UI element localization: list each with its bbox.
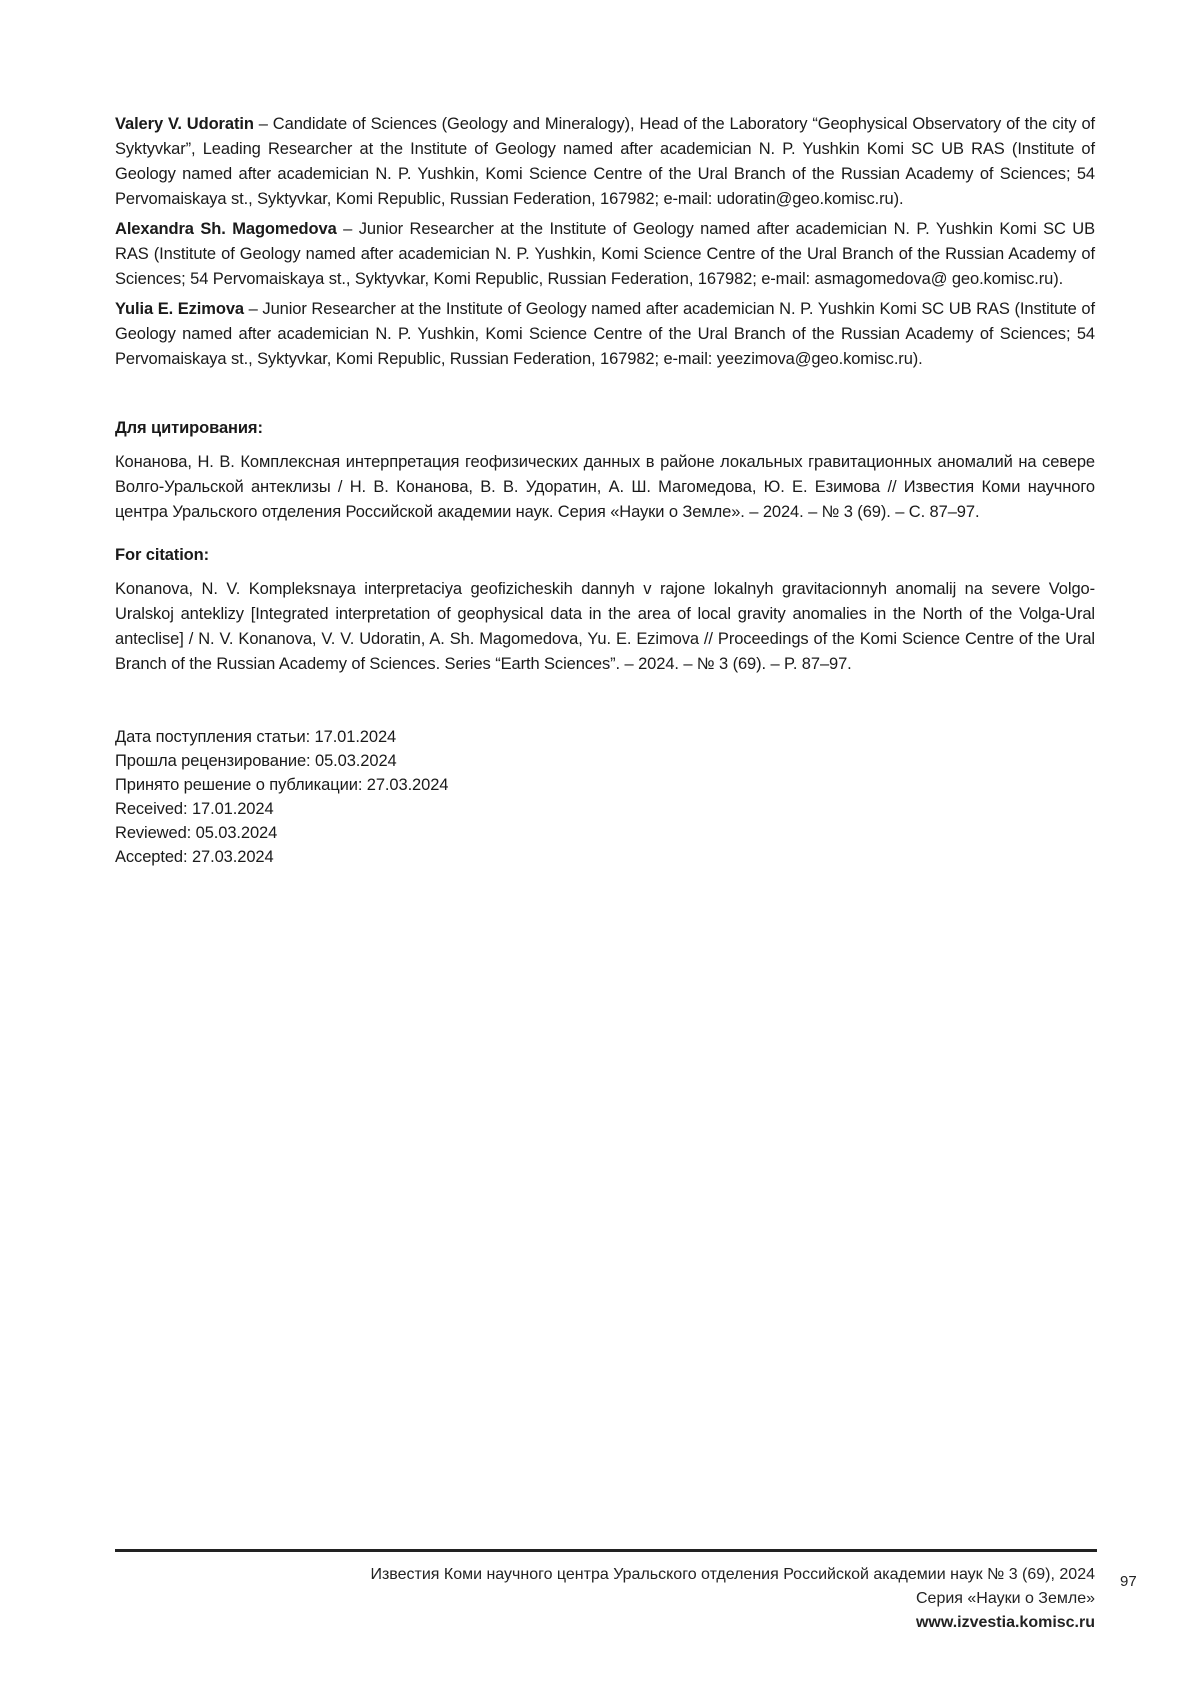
author-magomedova bbox=[115, 217, 1095, 292]
date-received-ru: Дата поступления статьи: 17.01.2024 bbox=[115, 728, 397, 746]
citation-ru bbox=[115, 416, 1095, 525]
date-accepted-en: Accepted: 27.03.2024 bbox=[115, 848, 274, 866]
author-name: Valery V. Udoratin bbox=[115, 115, 254, 133]
citation-en-heading: For citation: bbox=[115, 546, 210, 564]
author-info: – Candidate of Sciences (Geology and Mineralogy), Head of the Laboratory “Geophysical Observatory of the city of Syktyvkar”, Leading Researcher at the Institute of Geology named after academician N. P. Yushkin Komi SC UB RAS (Institute of Geology named after academician N. P. Yushkin, Komi Science Centre of the Ural Branch of the Russian Academy of Sciences; 54 Pervomaiskaya st., Syktyvkar, Komi Republic, Russian Federation, 167982; e-mail: udoratin@geo.komisc.ru). bbox=[115, 115, 1096, 208]
date-reviewed-en: Reviewed: 05.03.2024 bbox=[115, 824, 278, 842]
page-content bbox=[115, 112, 1095, 869]
citation-ru-heading: Для цитирования: bbox=[115, 419, 263, 437]
date-accepted-ru: Принято решение о публикации: 27.03.2024 bbox=[115, 776, 449, 794]
page-footer bbox=[370, 1563, 1095, 1635]
author-udoratin bbox=[115, 112, 1095, 212]
footer-divider bbox=[115, 1549, 1097, 1552]
author-name: Yulia E. Ezimova bbox=[115, 300, 244, 318]
footer-url[interactable]: www.izvestia.komisc.ru bbox=[915, 1614, 1095, 1631]
author-name: Alexandra Sh. Magomedova bbox=[115, 220, 337, 238]
date-reviewed-ru: Прошла рецензирование: 05.03.2024 bbox=[115, 752, 397, 770]
page-number: 97 bbox=[1120, 1573, 1137, 1590]
footer-journal: Известия Коми научного центра Уральского отделения Российской академии наук № 3 (69), 2024 bbox=[370, 1566, 1095, 1583]
citation-en-text: Konanova, N. V. Kompleksnaya interpretaciya geofizicheskih dannyh v rajone lokalnyh gravitacionnyh anomalij na severe Volgo-Uralskoj anteklizy [Integrated interpretation of geophysical data in the area of local gravity anomalies in the North of the Volga-Ural anteclise] / N. V. Konanova, V. V. Udoratin, A. Sh. Magomedova, Yu. E. Ezimova // Proceedings of the Komi Science Centre of the Ural Branch of the Russian Academy of Sciences. Series “Earth Sciences”. – 2024. – № 3 (69). – P. 87–97. bbox=[115, 580, 1095, 673]
citation-ru-text: Конанова, Н. В. Комплексная интерпретация геофизических данных в районе локальных гравитационных аномалий на севере Волго-Уральской антеклизы / Н. В. Конанова, В. В. Удоратин, А. Ш. Магомедова, Ю. Е. Езимова // Известия Коми научного центра Уральского отделения Российской академии наук. Серия «Науки о Земле». – 2024. – № 3 (69). – С. 87–97. bbox=[115, 453, 1095, 521]
author-ezimova bbox=[115, 297, 1095, 372]
author-info: – Junior Researcher at the Institute of Geology named after academician N. P. Yushkin Komi SC UB RAS (Institute of Geology named after academician N. P. Yushkin, Komi Science Centre of the Ural Branch of the Russian Academy of Sciences; 54 Pervomaiskaya st., Syktyvkar, Komi Republic, Russian Federation, 167982; e-mail: yeezimova@geo.komisc.ru). bbox=[115, 300, 1095, 368]
date-received-en: Received: 17.01.2024 bbox=[115, 800, 274, 818]
footer-series: Серия «Науки о Земле» bbox=[916, 1590, 1095, 1607]
article-dates bbox=[115, 725, 1095, 869]
author-info: – Junior Researcher at the Institute of Geology named after academician N. P. Yushkin Komi SC UB RAS (Institute of Geology named after academician N. P. Yushkin, Komi Science Centre of the Ural Branch of the Russian Academy of Sciences; 54 Pervomaiskaya st., Syktyvkar, Komi Republic, Russian Federation, 167982; e-mail: asmagomedova@ geo.komisc.ru). bbox=[115, 220, 1095, 288]
citation-en bbox=[115, 543, 1095, 677]
